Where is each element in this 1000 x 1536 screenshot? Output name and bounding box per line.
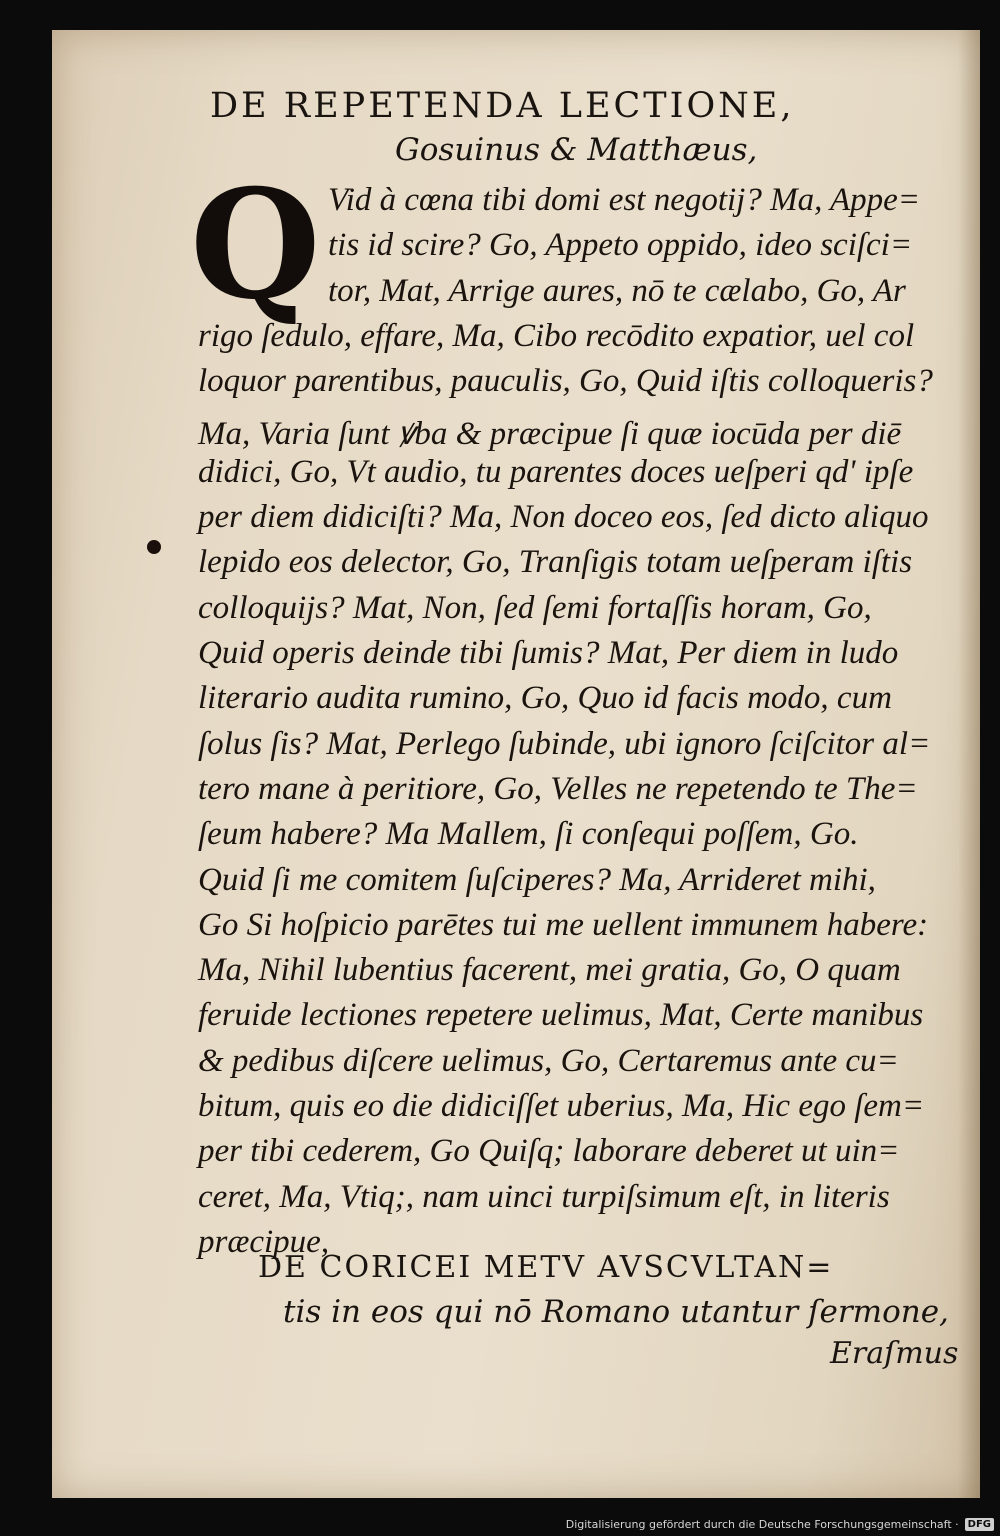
page-edge-shadow	[958, 30, 980, 1498]
text-line: Ma, Varia ſunt ꝟba & præcipue ſi quæ iocūda per diē	[198, 415, 902, 452]
chapter-heading: DE REPETENDA LECTIONE,	[210, 86, 795, 126]
speakers-line: Gosuinus & Matthæus,	[395, 132, 758, 168]
text-line: Go Si hoſpicio parētes tui me uellent immunem habere:	[198, 906, 929, 943]
margin-dot-marker	[147, 540, 161, 554]
catchword: Eraſmus	[830, 1336, 959, 1371]
text-line: per diem didiciſti? Ma, Non doceo eos, ſed dicto aliquo	[198, 499, 929, 536]
dfg-logo: DFG	[965, 1518, 994, 1531]
text-line: præcipue,	[198, 1223, 330, 1260]
text-line: ſolus ſis? Mat, Perlego ſubinde, ubi ignoro ſciſcitor al=	[198, 725, 931, 762]
text-line: colloquijs? Mat, Non, ſed ſemi fortaſſis horam, Go,	[198, 589, 872, 626]
text-line: Quid operis deinde tibi ſumis? Mat, Per diem in ludo	[198, 635, 899, 671]
text-line: ſeum habere? Ma Mallem, ſi conſequi poſſem, Go.	[198, 816, 859, 853]
text-line: loquor parentibus, pauculis, Go, Quid iſtis colloqueris?	[198, 363, 933, 400]
next-chapter-heading: DE CORICEI METV AVSCVLTAN=	[258, 1250, 834, 1285]
digitization-footer	[565, 1512, 1000, 1536]
text-line: literario audita rumino, Go, Quo id facis modo, cum	[198, 680, 892, 717]
text-line: lepido eos delector, Go, Tranſigis totam ueſperam iſtis	[198, 544, 913, 581]
text-line: per tibi cederem, Go Quiſq; laborare deberet ut uin=	[198, 1133, 900, 1170]
text-line: feruide lectiones repetere uelimus, Mat, Certe manibus	[198, 997, 924, 1034]
text-line: Quid ſi me comitem ſuſciperes? Ma, Arrideret mihi,	[198, 861, 876, 898]
footer-credit: Digitalisierung gefördert durch die Deutsche Forschungsgemeinschaft ·	[565, 1517, 959, 1531]
text-line: Vid à cœna tibi domi est negotij? Ma, Appe=	[328, 182, 921, 218]
text-line: rigo ſedulo, effare, Ma, Cibo recōdito expatior, uel col	[198, 317, 915, 354]
drop-cap-initial: Q	[190, 157, 321, 333]
text-line: tero mane à peritiore, Go, Velles ne repetendo te The=	[198, 770, 918, 807]
next-chapter-subheading: tis in eos qui nō Romano utantur ſermone,	[283, 1294, 949, 1330]
text-line: tor, Mat, Arrige aures, nō te cælabo, Go, Ar	[328, 272, 906, 309]
text-line: didici, Go, Vt audio, tu parentes doces ueſperi qd' ipſe	[198, 453, 914, 490]
text-line: ceret, Ma, Vtiq;, nam uinci turpiſsimum eſt, in literis	[198, 1178, 890, 1215]
text-line: & pedibus diſcere uelimus, Go, Certaremus ante cu=	[198, 1042, 899, 1079]
text-line: bitum, quis eo die didiciſſet uberius, Ma, Hic ego ſem=	[198, 1088, 925, 1124]
text-line: Ma, Nihil lubentius facerent, mei gratia, Go, O quam	[198, 952, 901, 989]
text-line: tis id scire? Go, Appeto oppido, ideo sciſci=	[328, 227, 913, 264]
